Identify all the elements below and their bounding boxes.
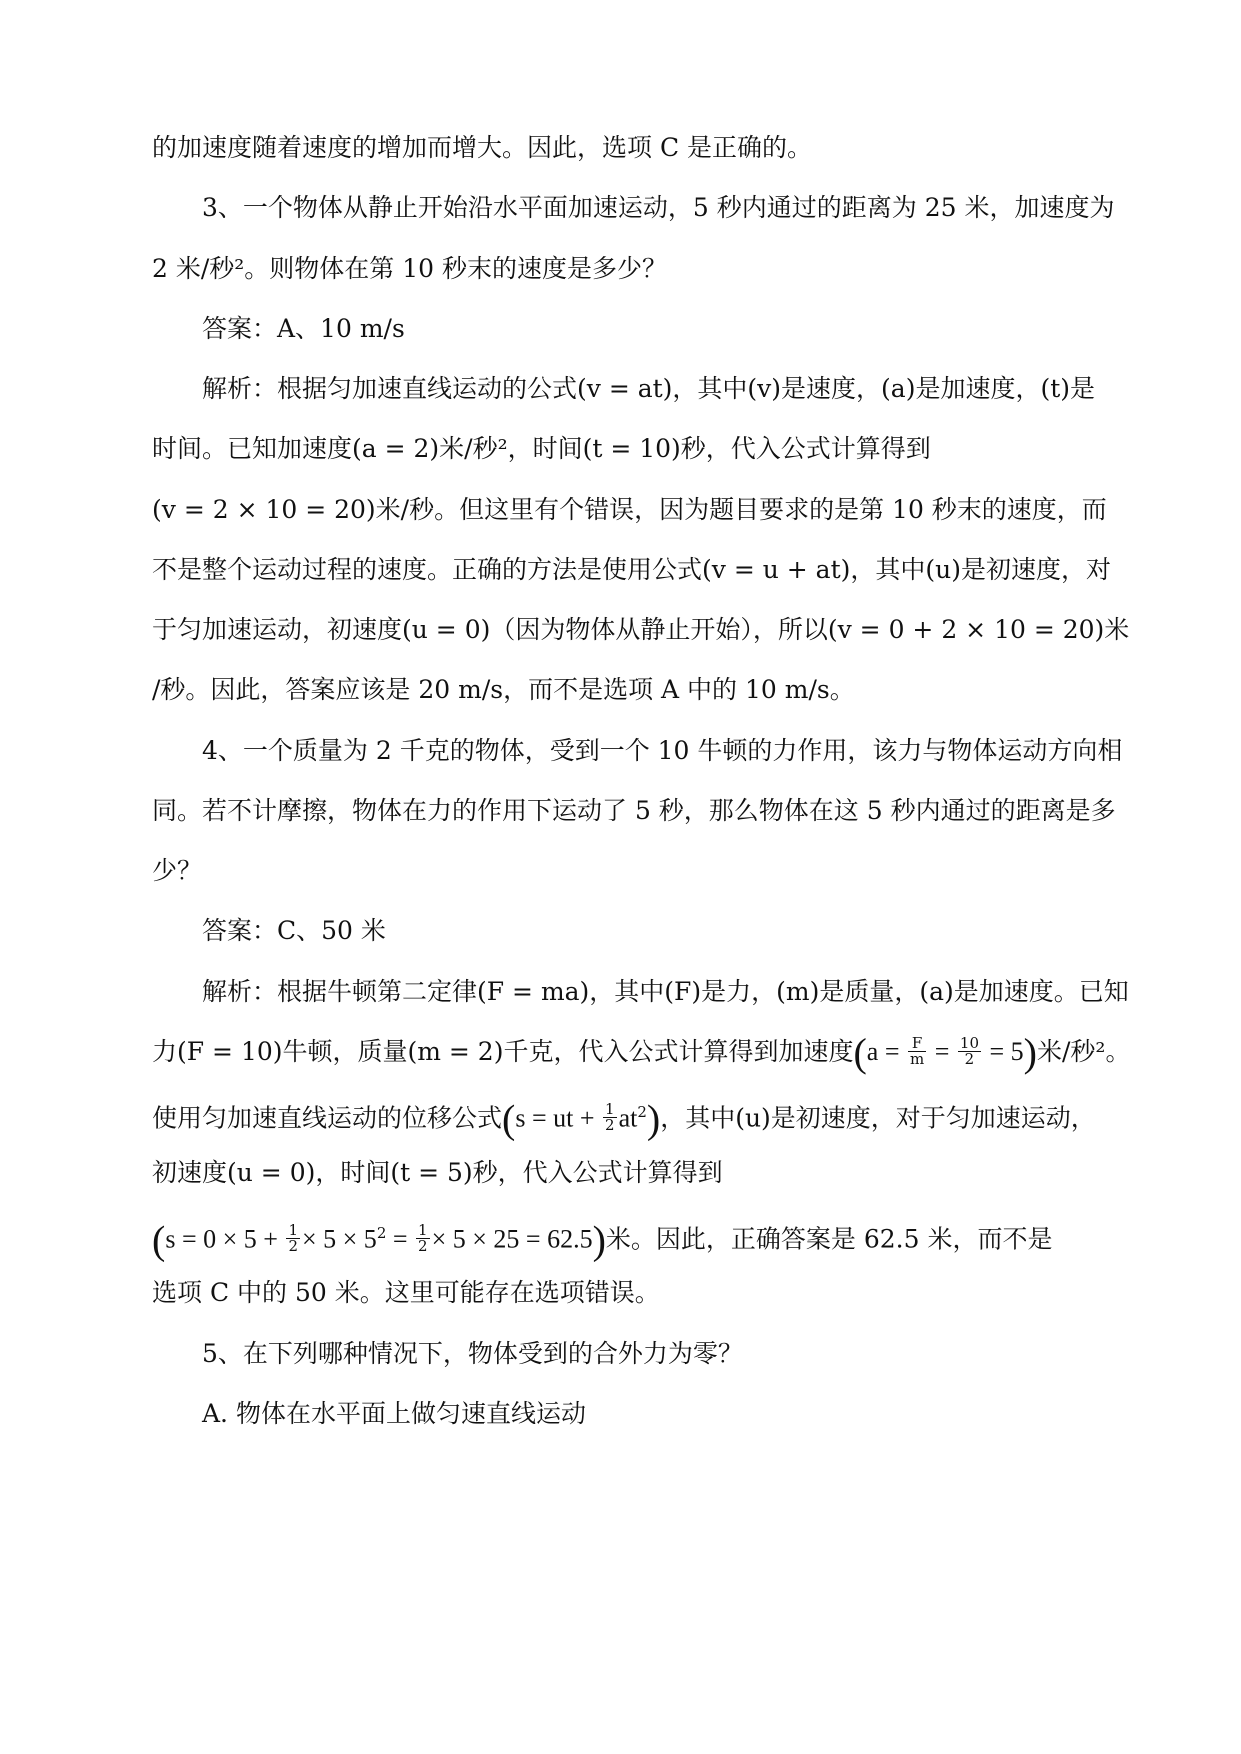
analysis-3-line-6: /秒。因此，答案应该是 20 m/s，而不是选项 A 中的 10 m/s。 — [152, 675, 855, 704]
equation-segment: at — [618, 1103, 638, 1133]
analysis-3-line-4: 不是整个运动过程的速度。正确的方法是使用公式(v = u + at)，其中(u)是初速度，对 — [152, 555, 1111, 584]
question-3-line-1: 3、一个物体从静止开始沿水平面加速运动，5 秒内通过的距离为 25 米，加速度为 — [202, 193, 1115, 222]
fraction-one-half — [416, 1223, 430, 1254]
equation-segment: × 5 × 5 — [301, 1224, 377, 1254]
answer-4: 答案：C、50 米 — [202, 916, 386, 945]
fraction-one-half — [286, 1223, 300, 1254]
fraction-numerator: F — [908, 1036, 926, 1052]
equation-segment: a = — [866, 1037, 906, 1066]
equation-segment: = 5 — [983, 1037, 1024, 1066]
answer-3: 答案：A、10 m/s — [202, 314, 405, 343]
question-3-line-2: 2 米/秒²。则物体在第 10 秒末的速度是多少？ — [152, 254, 668, 283]
equation-segment: s = ut + — [515, 1103, 602, 1133]
question-4-line-3: 少？ — [152, 856, 203, 885]
text-segment: ，其中(u)是初速度，对于匀加速运动， — [660, 1103, 1096, 1133]
exponent: 2 — [376, 1224, 387, 1242]
left-paren: ( — [152, 1217, 166, 1263]
fraction-denominator: m — [910, 1050, 925, 1068]
question-5: 5、在下列哪种情况下，物体受到的合外力为零？ — [202, 1339, 743, 1368]
fraction-denominator: 2 — [964, 1050, 975, 1068]
document-page — [152, 0, 1131, 1754]
text-segment: 使用匀加速直线运动的位移公式 — [152, 1103, 503, 1133]
fraction-f-over-m — [908, 1036, 926, 1067]
analysis-3-line-2: 时间。已知加速度(a = 2)米/秒²，时间(t = 10)秒，代入公式计算得到 — [152, 434, 931, 463]
fraction-denominator: 2 — [288, 1237, 298, 1256]
right-paren: ) — [646, 1096, 661, 1142]
analysis-4-line-4: 初速度(u = 0)，时间(t = 5)秒，代入公式计算得到 — [152, 1158, 723, 1187]
analysis-4-line-1: 解析：根据牛顿第二定律(F = ma)，其中(F)是力，(m)是质量，(a)是加速度。已知 — [202, 977, 1129, 1006]
fraction-numerator: 1 — [288, 1221, 298, 1240]
equation-segment: s = 0 × 5 + — [165, 1224, 285, 1254]
left-paren: ( — [853, 1030, 867, 1075]
text-segment: 米/秒²。 — [1037, 1037, 1131, 1066]
fraction-denominator: 2 — [418, 1237, 428, 1256]
left-paren: ( — [502, 1096, 516, 1142]
fraction-numerator: 1 — [605, 1100, 615, 1119]
fraction-numerator: 10 — [959, 1034, 979, 1052]
text-segment: 力(F = 10)牛顿，质量(m = 2)千克，代入公式计算得到加速度 — [152, 1037, 854, 1066]
analysis-3-line-3: (v = 2 × 10 = 20)米/秒。但这里有个错误，因为题目要求的是第 10 秒末的速度，而 — [152, 495, 1107, 524]
analysis-4-line-2 — [152, 1030, 1131, 1075]
text-segment: 米。因此，正确答案是 62.5 米，而不是 — [605, 1224, 1053, 1254]
right-paren: ) — [592, 1217, 606, 1263]
analysis-3-line-1: 解析：根据匀加速直线运动的公式(v = at)，其中(v)是速度，(a)是加速度，(t)是 — [202, 374, 1096, 403]
equation-segment: = — [928, 1037, 956, 1066]
exponent: 2 — [637, 1103, 647, 1121]
question-4-line-1: 4、一个质量为 2 千克的物体，受到一个 10 牛顿的力作用，该力与物体运动方向相 — [202, 736, 1123, 765]
right-paren: ) — [1023, 1030, 1037, 1075]
equation-segment: × 5 × 25 = 62.5 — [431, 1224, 593, 1254]
text-line: 的加速度随着速度的增加而增大。因此，选项 C 是正确的。 — [152, 133, 813, 162]
fraction-10-over-2 — [958, 1036, 981, 1067]
analysis-4-line-6: 选项 C 中的 50 米。这里可能存在选项错误。 — [152, 1278, 660, 1307]
analysis-4-line-3 — [152, 1096, 1096, 1142]
analysis-4-line-5 — [152, 1217, 1053, 1263]
fraction-numerator: 1 — [418, 1221, 428, 1240]
fraction-denominator: 2 — [605, 1116, 615, 1135]
analysis-3-line-5: 于匀加速运动，初速度(u = 0)（因为物体从静止开始），所以(v = 0 + 2 × 10 = 20)米 — [152, 615, 1130, 644]
fraction-one-half — [603, 1102, 617, 1133]
question-4-line-2: 同。若不计摩擦，物体在力的作用下运动了 5 秒，那么物体在这 5 秒内通过的距离是多 — [152, 796, 1116, 825]
option-a: A. 物体在水平面上做匀速直线运动 — [202, 1399, 586, 1428]
equation-segment: = — [386, 1224, 415, 1254]
